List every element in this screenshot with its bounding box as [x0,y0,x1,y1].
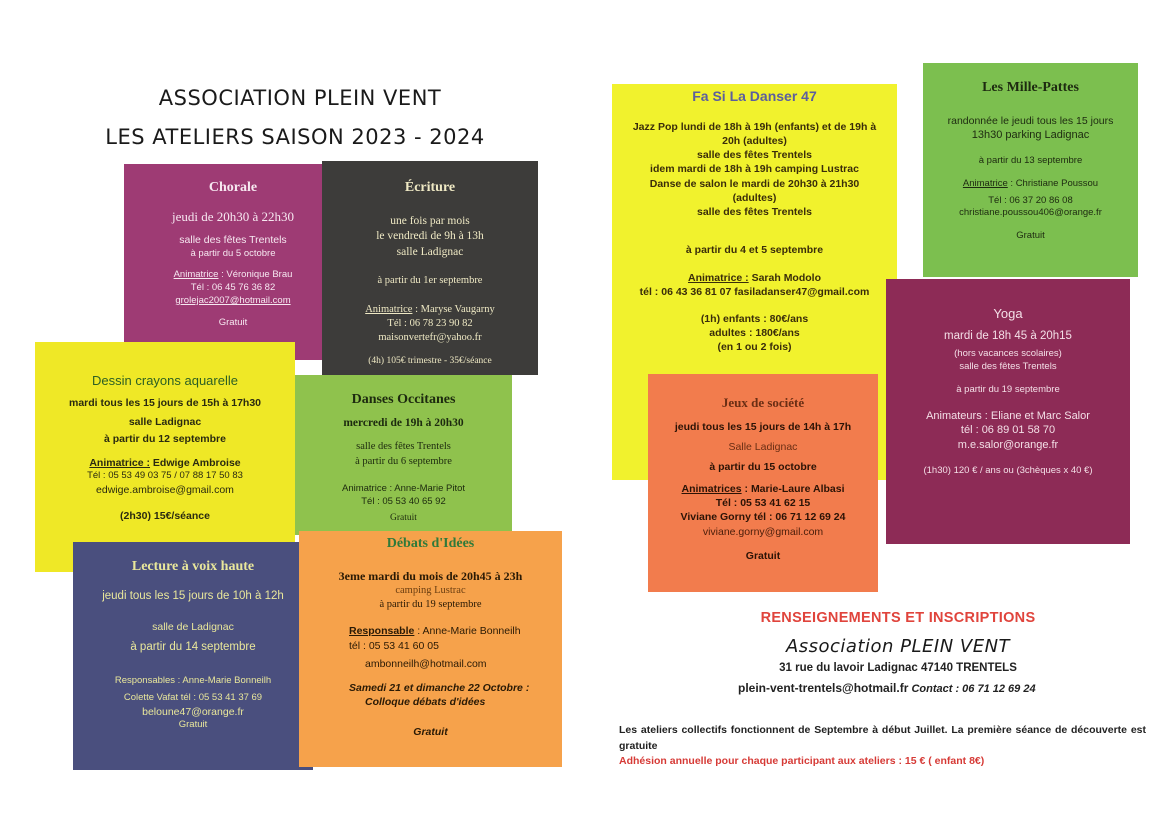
season-title: LES ATELIERS SAISON 2023 - 2024 [105,125,485,149]
card-line2: salle des fêtes Trentels [959,360,1057,372]
card-dessin [35,342,295,572]
card-animatrice: Sarah Modolo [748,272,822,285]
card-price: Gratuit [413,726,448,739]
card-schedule: jeudi de 20h30 à 22h30 [171,208,295,224]
card-responsable-label: Responsable [349,625,415,638]
card-tel: Tél : 05 53 49 03 75 / 07 88 17 50 83 [87,470,243,482]
card-email[interactable]: viviane.gorny@gmail.com [702,525,824,538]
card-line7: salle des fêtes Trentels [697,205,812,218]
card-email[interactable]: ambonneilh@hotmail.com [365,657,487,670]
card-start: à partir du 19 septembre [379,599,482,611]
card-start: à partir du 13 septembre [978,154,1083,166]
card-start: à partir du 5 octobre [190,247,276,259]
card-title: Écriture [404,180,456,195]
card-responsable: : Anne-Marie Bonneilh [414,625,521,638]
card-start: à partir du 1er septembre [377,275,483,287]
card-email[interactable]: christiane.poussou406@orange.fr [959,207,1102,219]
card-tel1: Tél : 05 53 41 62 15 [715,497,811,510]
card-title: Fa Si La Danser 47 [692,88,817,104]
card-line1: randonnée le jeudi tous les 15 jours [947,114,1114,127]
card-start: à partir du 4 et 5 septembre [685,244,824,257]
card-email[interactable]: edwige.ambroise@gmail.com [96,484,234,497]
card-price2: adultes : 180€/ans [709,326,800,339]
card-line1: une fois par mois [390,214,470,227]
card-animatrices: : Marie-Laure Albasi [741,483,845,496]
card-tel: Tél : 06 45 76 36 82 [190,282,276,294]
card-debats [299,531,562,767]
card-animatrice-label: Animatrice [962,177,1008,189]
card-schedule: mardi de 18h 45 à 20h15 [944,329,1072,342]
card-start: à partir du 15 octobre [709,460,817,473]
card-yoga [886,279,1130,544]
card-email[interactable]: beloune47@orange.fr [142,705,244,718]
card-animatrice-label: Animatrice : [89,457,151,470]
card-title: Débats d'Idées [386,536,475,551]
association-address: 31 rue du lavoir Ladignac 47140 TRENTELS [779,662,1017,674]
card-animatrice: : Véronique Brau [218,269,293,281]
card-price: Gratuit [178,718,208,730]
card-start: à partir du 6 septembre [355,455,452,467]
info-note: Les ateliers collectifs fonctionnent de Septembre à début Juillet. La première séance de découverte est gratuite [619,724,1146,752]
card-animatrice: : Maryse Vaugarny [412,303,495,315]
card-place: Salle Ladignac [728,440,798,453]
card-place: camping Lustrac [395,585,466,597]
card-schedule: jeudi tous les 15 jours de 14h à 17h [674,420,852,433]
card-tel2: Viviane Gorny tél : 06 71 12 69 24 [680,511,846,524]
card-responsables: Responsables : Anne-Marie Bonneilh [114,675,272,687]
card-tel: Tél : 06 37 20 86 08 [988,194,1073,206]
card-contact[interactable]: tél : 06 43 36 81 07 fasiladanser47@gmail.com [639,286,870,299]
card-lecture [73,542,313,770]
card-animatrices-label: Animatrices [681,483,742,496]
card-price: (2h30) 15€/séance [120,510,210,523]
card-animatrice-label: Animatrice : [687,272,749,285]
card-schedule: mercredi de 19h à 20h30 [343,416,464,429]
card-price3: (en 1 ou 2 fois) [717,340,792,353]
card-schedule: jeudi tous les 15 jours de 10h à 12h [102,589,284,602]
card-animateurs: Animateurs : Eliane et Marc Salor [926,409,1090,422]
card-line4: idem mardi de 18h à 19h camping Lustrac [650,163,859,176]
card-line5: Danse de salon le mardi de 20h30 à 21h30 [649,177,860,190]
card-place: salle Ladignac [128,415,202,428]
card-price: Gratuit [218,316,248,328]
card-tel: tél : 05 53 41 60 05 [349,639,439,652]
card-title: Dessin crayons aquarelle [92,373,238,388]
card-price: Gratuit [745,549,781,562]
card-title: Yoga [993,306,1023,321]
card-ecriture [322,161,538,375]
card-price: Gratuit [390,513,417,524]
card-start: à partir du 12 septembre [104,432,226,445]
card-event1: Samedi 21 et dimanche 22 Octobre : [349,681,530,694]
card-title: Les Mille-Pattes [982,80,1079,95]
card-place: salle Ladignac [396,245,464,258]
card-tel: Tél : 05 53 40 65 92 [361,495,446,507]
card-line2: 20h (adultes) [722,135,787,148]
card-line3: salle des fêtes Trentels [697,149,812,162]
association-phone: Contact : 06 71 12 69 24 [908,683,1036,695]
card-start: à partir du 14 septembre [130,640,256,653]
association-contact [738,681,1036,695]
card-title: Jeux de société [721,395,805,410]
card-jeux [648,374,878,592]
card-line6: (adultes) [732,191,777,204]
card-line2: le vendredi de 9h à 13h [376,230,484,243]
card-animatrice: Edwige Ambroise [150,457,241,470]
card-animatrice-label: Animatrice [365,303,413,315]
card-title: Danses Occitanes [351,392,456,407]
card-place: salle de Ladignac [152,621,234,634]
card-start: à partir du 19 septembre [956,383,1060,395]
card-schedule: mardi tous les 15 jours de 15h à 17h30 [69,396,261,409]
card-tel: Colette Vafat tél : 05 53 41 37 69 [123,691,263,703]
card-email[interactable]: m.e.salor@orange.fr [957,439,1059,452]
card-price1: (1h) enfants : 80€/ans [700,312,809,325]
adhesion-note: Adhésion annuelle pour chaque participant aux ateliers : 15 € ( enfant 8€) [619,755,985,767]
card-price: Gratuit [1016,230,1045,242]
card-animatrice-label: Animatrice [173,269,219,281]
association-name: Association PLEIN VENT [785,636,1011,657]
card-animatrice: Animatrice : Anne-Marie Pitot [341,482,466,494]
card-place: salle des fêtes Trentels [179,234,287,247]
card-price: (1h30) 120 € / ans ou (3chèques x 40 €) [923,465,1093,477]
card-line1: (hors vacances scolaires) [954,348,1062,360]
card-event2: Colloque débats d'idées [365,696,486,709]
card-email[interactable]: maisonvertefr@yahoo.fr [378,331,482,343]
card-schedule: 3eme mardi du mois de 20h45 à 23h [338,568,523,583]
card-tel: tél : 06 89 01 58 70 [960,424,1056,437]
renseignements-heading: RENSEIGNEMENTS ET INSCRIPTIONS [760,610,1036,626]
card-line2: 13h30 parking Ladignac [971,129,1090,142]
card-animatrice: : Christiane Poussou [1007,177,1099,189]
card-tel: Tél : 06 78 23 90 82 [387,317,473,329]
card-danses [295,375,512,535]
card-price: (4h) 105€ trimestre - 35€/séance [368,356,492,367]
card-title: Lecture à voix haute [131,559,255,574]
card-title: Chorale [208,180,258,195]
association-title: ASSOCIATION PLEIN VENT [158,86,442,110]
card-chorale [124,164,342,360]
card-place: salle des fêtes Trentels [356,441,451,453]
association-email[interactable]: plein-vent-trentels@hotmail.fr [738,681,909,695]
card-line1: Jazz Pop lundi de 18h à 19h (enfants) et de 19h à [632,120,877,133]
card-mille-pattes [923,63,1138,277]
card-email[interactable]: grolejac2007@hotmail.com [175,295,291,307]
